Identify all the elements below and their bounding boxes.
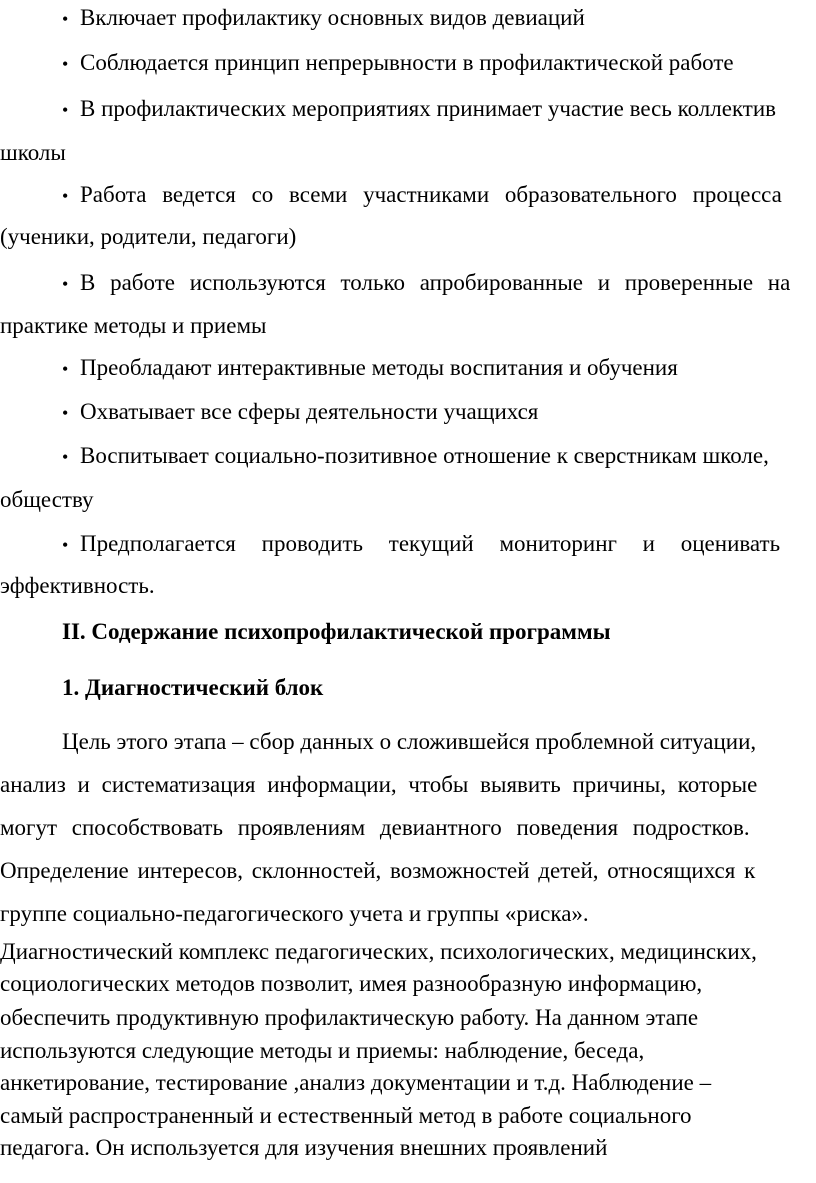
bullet-icon: •	[62, 100, 69, 120]
list-item	[62, 3, 816, 34]
list-item-text: Преобладают интерактивные методы воспитания и обучения	[80, 355, 678, 380]
list-item-text: Воспитывает социально-позитивное отношение к сверстникам школе,	[80, 443, 769, 468]
list-item	[62, 441, 816, 472]
paragraph-line: анализ и систематизация информации, чтобы выявить причины, которые	[0, 772, 758, 797]
paragraph-line: могут способствовать проявлениям девиантного поведения подростков.	[0, 815, 750, 840]
list-item	[62, 180, 816, 211]
list-item-continuation: практике методы и приемы	[0, 313, 267, 338]
list-item	[62, 268, 816, 299]
paragraph-line: Диагностический комплекс педагогических, психологических, медицинских,	[0, 939, 757, 964]
list-item-text: Соблюдается принцип непрерывности в профилактической работе	[80, 50, 734, 75]
list-item	[62, 353, 816, 384]
list-item-text: Работа ведется со всеми участниками образовательного процесса	[80, 182, 782, 207]
list-item	[62, 529, 816, 560]
list-item-continuation: (ученики, родители, педагоги)	[0, 224, 297, 249]
list-item-continuation: школы	[0, 140, 66, 165]
paragraph-line: используются следующие методы и приемы: наблюдение, беседа,	[0, 1038, 645, 1063]
bullet-icon: •	[62, 535, 69, 555]
paragraph-line: анкетирование, тестирование ,анализ документации и т.д. Наблюдение –	[0, 1070, 712, 1095]
list-item	[62, 94, 816, 125]
bullet-icon: •	[62, 54, 69, 74]
list-item	[62, 48, 816, 79]
paragraph-line: самый распространенный и естественный метод в работе социального	[0, 1103, 692, 1128]
bullet-icon: •	[62, 274, 69, 294]
paragraph-line: педагога. Он используется для изучения внешних проявлений	[0, 1135, 608, 1160]
bullet-icon: •	[62, 403, 69, 423]
list-item	[62, 397, 816, 428]
paragraph-line: группе социально-педагогического учета и группы «риска».	[0, 901, 589, 926]
list-item-text: Охватывает все сферы деятельности учащихся	[80, 399, 539, 424]
paragraph-line: социологических методов позволит, имея разнообразную информацию,	[0, 971, 703, 996]
bullet-icon: •	[62, 447, 69, 467]
paragraph-line: Определение интересов, склонностей, возможностей детей, относящихся к	[0, 858, 756, 883]
paragraph-line: Цель этого этапа – сбор данных о сложившейся проблемной ситуации,	[62, 729, 757, 754]
bullet-icon: •	[62, 359, 69, 379]
list-item-text: Включает профилактику основных видов девиаций	[80, 5, 585, 30]
list-item-continuation: обществу	[0, 487, 94, 512]
bullet-icon: •	[62, 9, 69, 29]
list-item-continuation: эффективность.	[0, 573, 155, 598]
subsection-heading: 1. Диагностический блок	[62, 675, 324, 700]
bullet-icon: •	[62, 186, 69, 206]
list-item-text: В работе используются только апробированные и проверенные на	[80, 270, 791, 295]
paragraph-line: обеспечить продуктивную профилактическую работу. На данном этапе	[0, 1005, 699, 1030]
section-heading: II. Содержание психопрофилактической программы	[62, 619, 611, 644]
list-item-text: В профилактических мероприятиях принимает участие весь коллектив	[80, 96, 777, 121]
list-item-text: Предполагается проводить текущий мониторинг и оценивать	[80, 531, 781, 556]
